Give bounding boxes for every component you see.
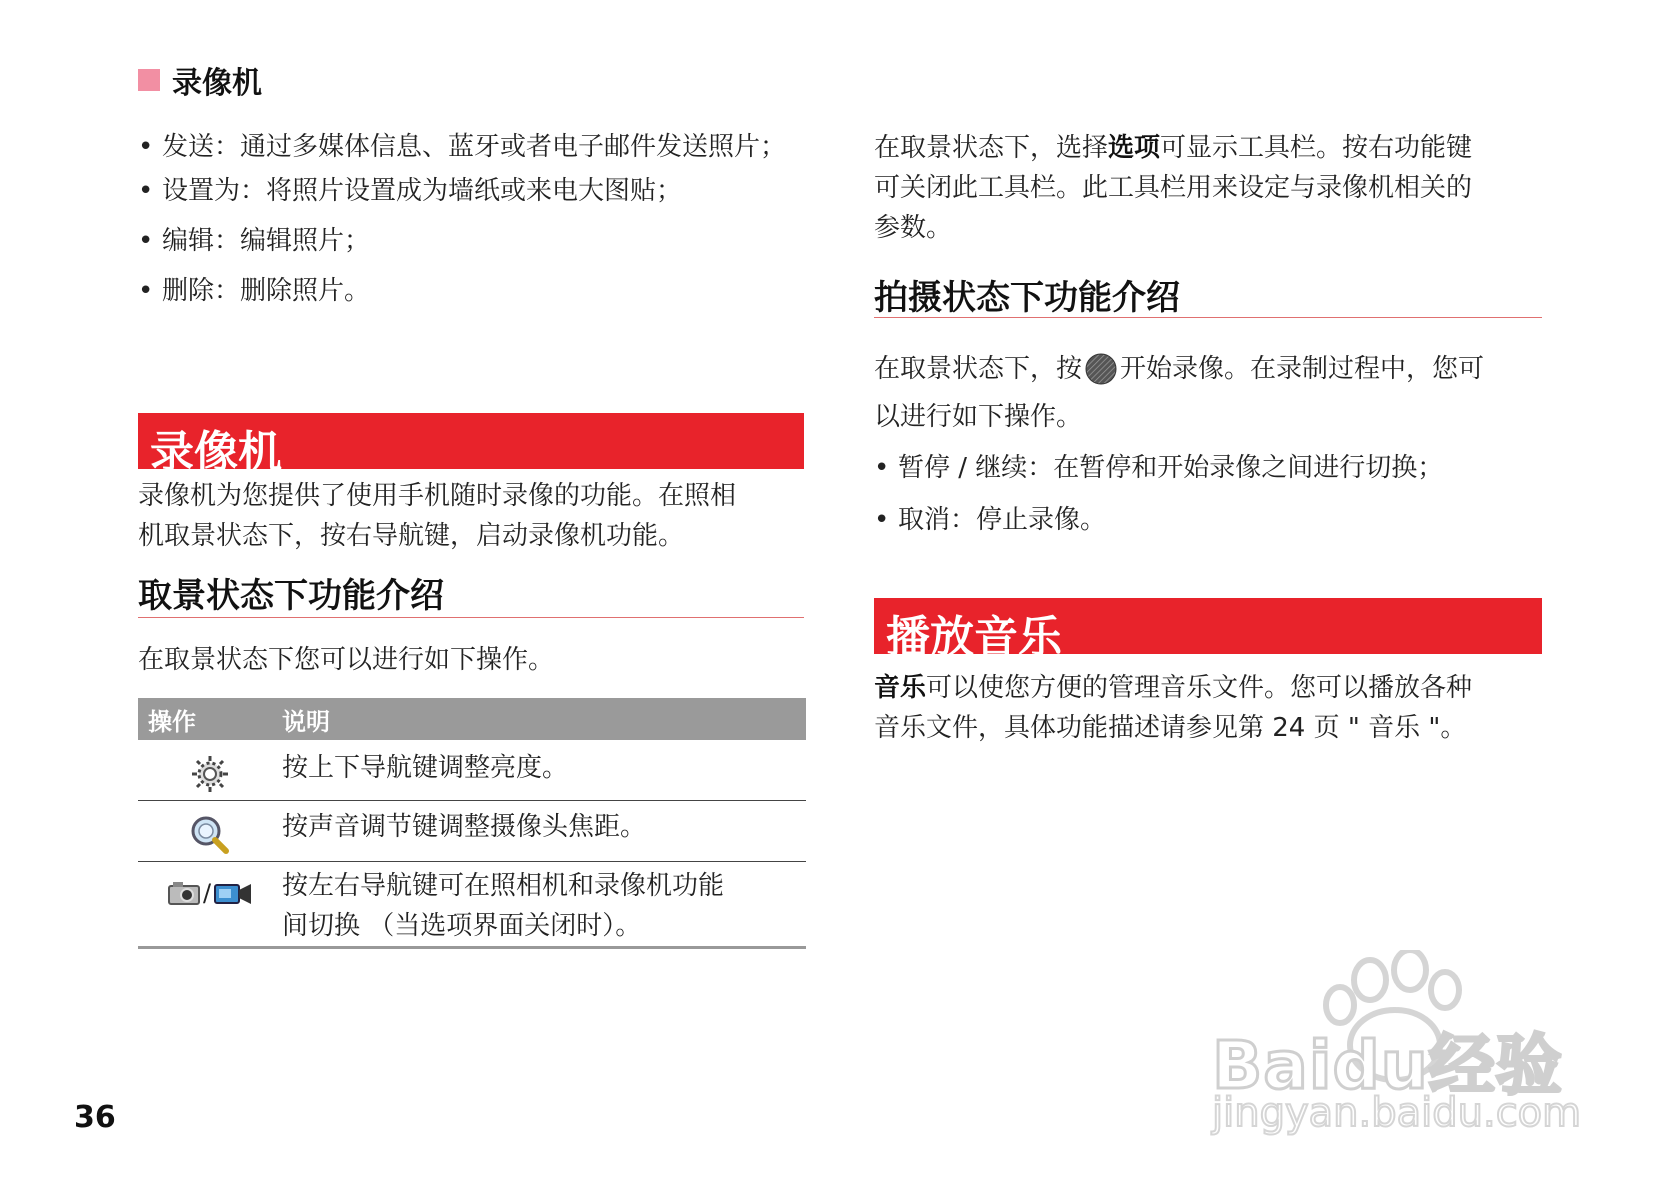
list-item xyxy=(874,500,1554,540)
subhead-viewfinder: 取景状态下功能介绍 xyxy=(138,568,804,618)
para-line: 参数。 xyxy=(874,213,953,243)
list-item xyxy=(138,222,818,260)
record-button-icon xyxy=(1084,352,1118,386)
para-line xyxy=(874,128,1554,168)
subhead-shooting: 拍摄状态下功能介绍 xyxy=(874,270,1542,318)
para-line xyxy=(874,345,1554,393)
para-line xyxy=(874,668,1554,708)
section-banner-camcorder xyxy=(138,413,804,478)
bullet-edit: 编辑：编辑照片； xyxy=(162,226,371,256)
para-line: 音乐文件，具体功能描述请参见第 24 页 " 音乐 "。 xyxy=(874,713,1467,743)
running-head xyxy=(138,58,262,102)
running-head-marker xyxy=(138,69,160,91)
table-row xyxy=(138,801,806,862)
watermark xyxy=(1200,950,1600,1140)
toolbar-paragraph xyxy=(874,128,1554,248)
camcorder-icon xyxy=(213,880,253,906)
list-item xyxy=(138,172,818,210)
shooting-paragraph xyxy=(874,345,1554,441)
list-item xyxy=(138,128,818,166)
music-keyword: 音乐 xyxy=(874,673,927,703)
table-header xyxy=(138,698,806,740)
table-cell-desc: 按声音调节键调整摄像头焦距。 xyxy=(282,812,647,842)
brightness-icon xyxy=(138,740,282,800)
bullet-cancel: 取消：停止录像。 xyxy=(898,505,1107,535)
table-row xyxy=(138,740,806,801)
section-banner-music xyxy=(874,598,1542,663)
watermark-logo-text: Baidu经验 xyxy=(1212,1027,1563,1104)
watermark-url: jingyan.baidu.com xyxy=(1212,1090,1582,1136)
right-bullet-list xyxy=(874,448,1554,540)
zoom-icon xyxy=(138,801,282,861)
intro-line: 录像机为您提供了使用手机随时录像的功能。在照相 xyxy=(138,481,737,511)
bullet-set-as: 设置为：将照片设置成为墙纸或来电大图贴； xyxy=(162,176,683,206)
list-item xyxy=(874,448,1554,488)
bullet-send: 发送：通过多媒体信息、蓝牙或者电子邮件发送照片； xyxy=(162,132,787,162)
section-title: 播放音乐 xyxy=(886,612,1062,663)
table-header-desc: 说明 xyxy=(282,707,330,736)
viewfinder-text: 在取景状态下您可以进行如下操作。 xyxy=(138,645,555,675)
text-span: 在取景状态下，按 xyxy=(874,354,1083,384)
text-span: 可以使您方便的管理音乐文件。您可以播放各种 xyxy=(926,673,1473,703)
intro-line: 机取景状态下，按右导航键，启动录像机功能。 xyxy=(138,521,685,551)
text-span: 在取景状态下，选择 xyxy=(874,133,1109,163)
page-number: 36 xyxy=(74,1100,116,1135)
list-item xyxy=(138,272,818,310)
icon-separator: / xyxy=(202,879,212,907)
para-line: 以进行如下操作。 xyxy=(874,402,1083,432)
table-cell-desc: 按上下导航键调整亮度。 xyxy=(282,753,569,783)
bullet-delete: 删除：删除照片。 xyxy=(162,276,371,306)
table-row xyxy=(138,862,806,949)
option-keyword: 选项 xyxy=(1108,133,1161,163)
camera-icon xyxy=(167,880,201,906)
table-cell-desc xyxy=(282,862,806,946)
para-line: 可关闭此工具栏。此工具栏用来设定与录像机相关的 xyxy=(874,173,1473,203)
table-header-op: 操作 xyxy=(148,707,196,736)
operations-table xyxy=(138,698,806,949)
section-title: 录像机 xyxy=(150,427,282,478)
desc-line: 按左右导航键可在照相机和录像机功能 xyxy=(282,871,725,901)
desc-line: 间切换 （当选项界面关闭时）。 xyxy=(282,911,642,941)
text-span: 可显示工具栏。按右功能键 xyxy=(1160,133,1473,163)
running-head-title: 录像机 xyxy=(172,66,262,101)
text-span: 开始录像。在录制过程中，您可 xyxy=(1120,354,1485,384)
camera-camcorder-icon xyxy=(138,862,282,910)
music-paragraph xyxy=(874,668,1554,748)
left-bullet-list xyxy=(138,128,818,310)
bullet-pause-resume: 暂停 / 继续：在暂停和开始录像之间进行切换； xyxy=(898,453,1444,483)
camcorder-intro xyxy=(138,476,818,556)
